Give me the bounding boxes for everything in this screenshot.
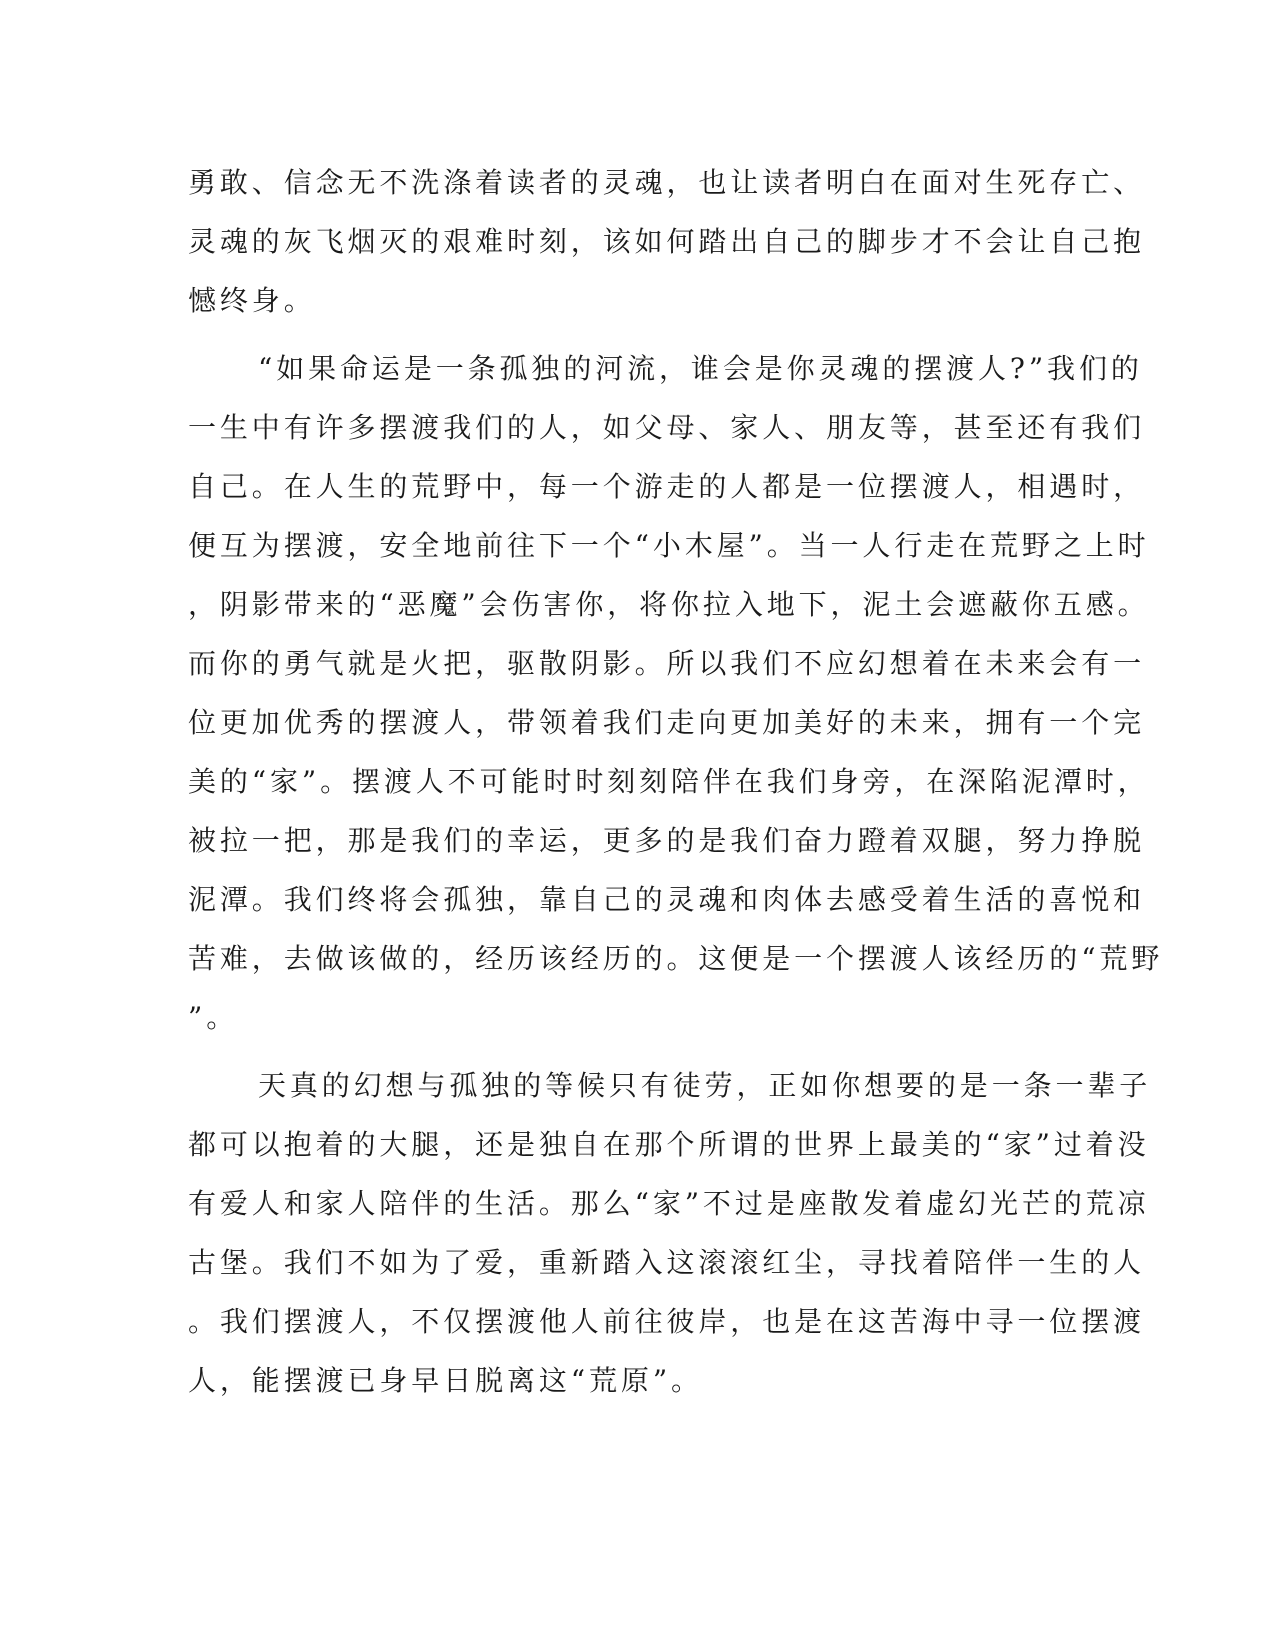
paragraph-2-line: 一生中有许多摆渡我们的人，如父母、家人、朋友等，甚至还有我们: [188, 411, 1146, 444]
paragraph-2-line: 美的“家”。摆渡人不可能时时刻刻陪伴在我们身旁，在深陷泥潭时，: [188, 765, 1150, 798]
paragraph-2-line: ”。: [188, 1001, 239, 1034]
body-text: [188, 153, 1164, 1410]
paragraph-2-line: 苦难，去做该做的，经历该经历的。这便是一个摆渡人该经历的“荒野: [188, 942, 1164, 975]
paragraph-2-line: 被拉一把，那是我们的幸运，更多的是我们奋力蹬着双腿，努力挣脱: [188, 824, 1146, 857]
paragraph-3-line: 都可以抱着的大腿，还是独自在那个所谓的世界上最美的“家”过着没: [188, 1128, 1150, 1161]
paragraph-1-line: 憾终身。: [188, 284, 316, 317]
paragraph-3-line: 人，能摆渡已身早日脱离这“荒原”。: [188, 1364, 703, 1397]
paragraph-3-line: 天真的幻想与孤独的等候只有徒劳，正如你想要的是一条一辈子: [258, 1069, 1152, 1102]
paragraph-2-line: 便互为摆渡，安全地前往下一个“小木屋”。当一人行走在荒野之上时: [188, 529, 1150, 562]
paragraph-1-line: 勇敢、信念无不洗涤着读者的灵魂，也让读者明白在面对生死存亡、: [188, 166, 1146, 199]
paragraph-2-line: 泥潭。我们终将会孤独，靠自己的灵魂和肉体去感受着生活的喜悦和: [188, 883, 1146, 916]
paragraph-3-line: 有爱人和家人陪伴的生活。那么“家”不过是座散发着虚幻光芒的荒凉: [188, 1187, 1150, 1220]
paragraph-spacer: [188, 330, 1068, 339]
paragraph-2-line: 位更加优秀的摆渡人，带领着我们走向更加美好的未来，拥有一个完: [188, 706, 1146, 739]
paragraph-3-line: 古堡。我们不如为了爱，重新踏入这滚滚红尘，寻找着陪伴一生的人: [188, 1246, 1146, 1279]
paragraph-spacer: [188, 1047, 1068, 1056]
paragraph-3-line: 。我们摆渡人，不仅摆渡他人前往彼岸，也是在这苦海中寻一位摆渡: [188, 1305, 1146, 1338]
paragraph-2-line: “如果命运是一条孤独的河流，谁会是你灵魂的摆渡人?”我们的: [258, 352, 1143, 385]
paragraph-2-line: ，阴影带来的“恶魔”会伤害你，将你拉入地下，泥土会遮蔽你五感。: [188, 588, 1150, 621]
paragraph-2-line: 而你的勇气就是火把，驱散阴影。所以我们不应幻想着在未来会有一: [188, 647, 1146, 680]
paragraph-1-line: 灵魂的灰飞烟灭的艰难时刻，该如何踏出自己的脚步才不会让自己抱: [188, 225, 1146, 258]
paragraph-2-line: 自己。在人生的荒野中，每一个游走的人都是一位摆渡人，相遇时，: [188, 470, 1146, 503]
